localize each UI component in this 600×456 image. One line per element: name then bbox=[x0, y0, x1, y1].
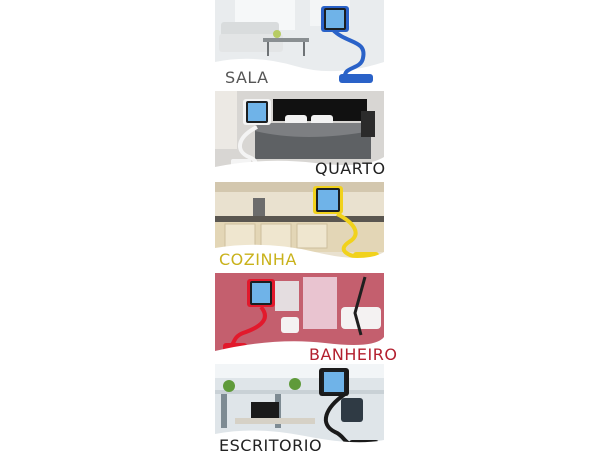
room-label-quarto: QUARTO bbox=[315, 159, 386, 178]
panel-escritorio bbox=[215, 364, 384, 456]
room-label-banheiro: BANHEIRO bbox=[309, 345, 398, 364]
clamp-base bbox=[339, 74, 373, 83]
room-label-escritorio: ESCRITORIO bbox=[219, 436, 323, 455]
panel-cozinha bbox=[215, 182, 384, 270]
panel-sala bbox=[215, 0, 384, 88]
panel-quarto bbox=[215, 91, 384, 179]
panel-banheiro bbox=[215, 273, 398, 364]
product-collage bbox=[215, 0, 398, 456]
room-label-cozinha: COZINHA bbox=[219, 250, 297, 269]
room-label-sala: SALA bbox=[225, 68, 269, 87]
